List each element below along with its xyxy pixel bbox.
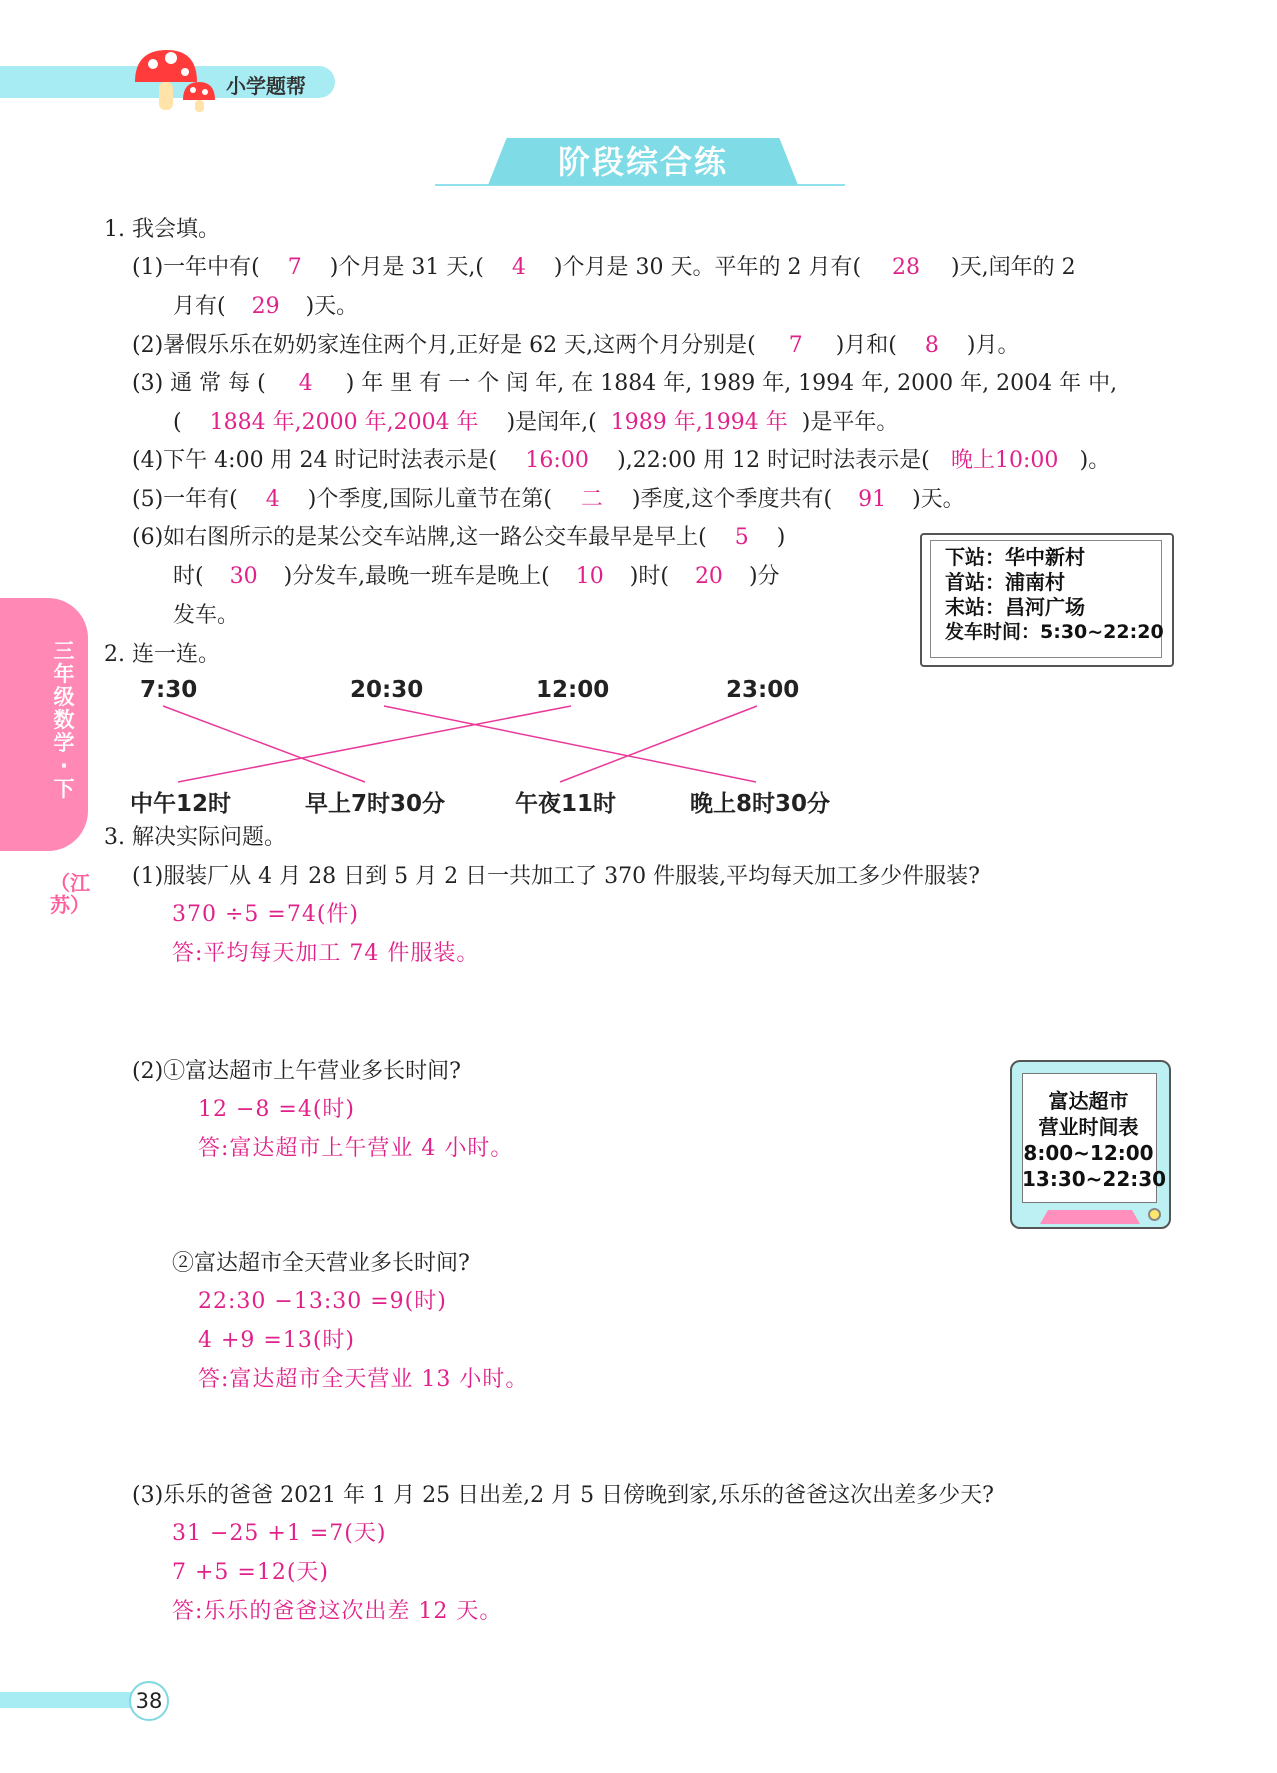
logo-text: 小学题帮 xyxy=(226,74,306,98)
answer: 30 xyxy=(229,564,258,589)
word-label-4: 晚上8时30分 xyxy=(690,791,831,817)
text: )。 xyxy=(1079,448,1111,473)
time-label-2: 20:30 xyxy=(350,677,424,703)
text: )分发车,最晚一班车是晚上( xyxy=(283,564,550,589)
supermarket-sign-dot xyxy=(1148,1208,1161,1221)
q1-p6-line3: 发车。 xyxy=(173,603,240,628)
market-sign-line2: 营业时间表 xyxy=(1038,1115,1139,1139)
answer: 10 xyxy=(575,564,604,589)
q3-p3-calc1: 31 −25 +1 =7(天) xyxy=(172,1521,387,1546)
answer: 晚上10:00 xyxy=(950,448,1059,473)
answer: 29 xyxy=(251,294,280,319)
text: )天。 xyxy=(305,294,359,319)
text: 时( xyxy=(173,564,204,589)
q3-p2-answer1: 答:富达超市上午营业 4 小时。 xyxy=(198,1136,514,1161)
time-label-4: 23:00 xyxy=(726,677,800,703)
bus-sign-line3: 末站：昌河广场 xyxy=(945,595,1085,619)
text: (6)如右图所示的是某公交车站牌,这一路公交车最早是早上( xyxy=(132,525,707,550)
answer: 28 xyxy=(892,255,921,280)
answer: 4 xyxy=(298,371,313,396)
answer: 1989 年,1994 年 xyxy=(610,410,788,435)
q3-p3-calc2: 7 +5 =12(天) xyxy=(172,1560,330,1585)
text: )个月是 31 天,( xyxy=(329,255,484,280)
answer: 16:00 xyxy=(525,448,589,473)
text: (4)下午 4:00 用 24 时记时法表示是( xyxy=(132,448,498,473)
answer: 20 xyxy=(694,564,723,589)
text: ) xyxy=(776,525,786,550)
text: )个月是 30 天。平年的 2 月有( xyxy=(553,255,862,280)
word-label-2: 早上7时30分 xyxy=(305,791,446,817)
connect-line-3 xyxy=(178,706,571,782)
q3-title: 3. 解决实际问题。 xyxy=(104,825,286,850)
text: )时( xyxy=(629,564,669,589)
word-label-3: 午夜11时 xyxy=(515,791,617,817)
q1-title: 1. 我会填。 xyxy=(104,217,220,242)
connect-line-2 xyxy=(384,706,756,782)
section-title: 阶段综合练 xyxy=(557,143,728,181)
q3-p2-calc2a: 22:30 −13:30 =9(时) xyxy=(198,1289,447,1314)
supermarket-sign-base xyxy=(1040,1210,1140,1224)
answer: 8 xyxy=(924,333,939,358)
word-label-1: 中午12时 xyxy=(130,791,232,817)
text: ),22:00 用 12 时记时法表示是( xyxy=(617,448,930,473)
text: )个季度,国际儿童节在第( xyxy=(307,487,552,512)
answer: 二 xyxy=(580,487,603,512)
text: )天。 xyxy=(912,487,965,512)
text: )是平年。 xyxy=(801,410,899,435)
text: (1)一年中有( xyxy=(132,255,260,280)
text: )月。 xyxy=(966,333,1020,358)
page-number: 38 xyxy=(129,1681,169,1721)
side-tab-grade: 三年级数学·下 xyxy=(53,639,75,801)
q3-p3-answer: 答:乐乐的爸爸这次出差 12 天。 xyxy=(172,1599,503,1624)
answer: 5 xyxy=(734,525,749,550)
time-label-3: 12:00 xyxy=(536,677,610,703)
footer-band xyxy=(0,1692,140,1708)
market-sign-line3: 8:00~12:00 xyxy=(1023,1141,1154,1165)
side-tab-region: （江苏） xyxy=(50,871,90,917)
text: (5)一年有( xyxy=(132,487,238,512)
text: )天,闰年的 2 xyxy=(951,255,1076,280)
text: (3) 通 常 每 ( xyxy=(132,371,266,396)
q3-p2-question2: ②富达超市全天营业多长时间? xyxy=(172,1251,470,1276)
text: 月有( xyxy=(173,294,226,319)
q3-p1-question: (1)服装厂从 4 月 28 日到 5 月 2 日一共加工了 370 件服装,平均每天加工多少件服装? xyxy=(132,864,980,889)
q3-p2-question1: (2)①富达超市上午营业多长时间? xyxy=(132,1059,461,1084)
time-label-1: 7:30 xyxy=(140,677,198,703)
text: )月和( xyxy=(835,333,897,358)
q3-p2-calc1: 12 −8 =4(时) xyxy=(198,1097,356,1122)
q3-p2-answer2: 答:富达超市全天营业 13 小时。 xyxy=(198,1367,529,1392)
q2-title: 2. 连一连。 xyxy=(104,642,220,667)
q3-p1-answer: 答:平均每天加工 74 件服装。 xyxy=(172,941,480,966)
answer: 7 xyxy=(788,333,803,358)
text: )是闰年,( xyxy=(506,410,597,435)
bus-sign-line2: 首站：浦南村 xyxy=(945,570,1065,594)
text: (2)暑假乐乐在奶奶家连住两个月,正好是 62 天,这两个月分别是( xyxy=(132,333,756,358)
q3-p3-question: (3)乐乐的爸爸 2021 年 1 月 25 日出差,2 月 5 日傍晚到家,乐乐的爸爸这次出差多少天? xyxy=(132,1483,994,1508)
q3-p2-calc2b: 4 +9 =13(时) xyxy=(198,1328,356,1353)
answer: 1884 年,2000 年,2004 年 xyxy=(209,410,479,435)
text: )分 xyxy=(748,564,780,589)
bus-sign-line1: 下站：华中新村 xyxy=(945,545,1085,569)
text: ( xyxy=(173,410,182,435)
connect-line-4 xyxy=(560,706,757,782)
market-sign-line1: 富达超市 xyxy=(1048,1089,1129,1113)
answer: 4 xyxy=(511,255,526,280)
market-sign-line4: 13:30~22:30 xyxy=(1022,1167,1167,1191)
bus-sign-line4: 发车时间：5:30~22:20 xyxy=(945,621,1164,643)
answer: 91 xyxy=(858,487,887,512)
text: ) 年 里 有 一 个 闰 年, 在 1884 年, 1989 年, 1994 年, 2000 年, 2004 年 中, xyxy=(345,371,1118,396)
text: )季度,这个季度共有( xyxy=(631,487,833,512)
answer: 7 xyxy=(287,255,302,280)
connect-line-1 xyxy=(163,706,365,782)
answer: 4 xyxy=(265,487,280,512)
q3-p1-calc: 370 ÷5 =74(件) xyxy=(172,902,360,927)
